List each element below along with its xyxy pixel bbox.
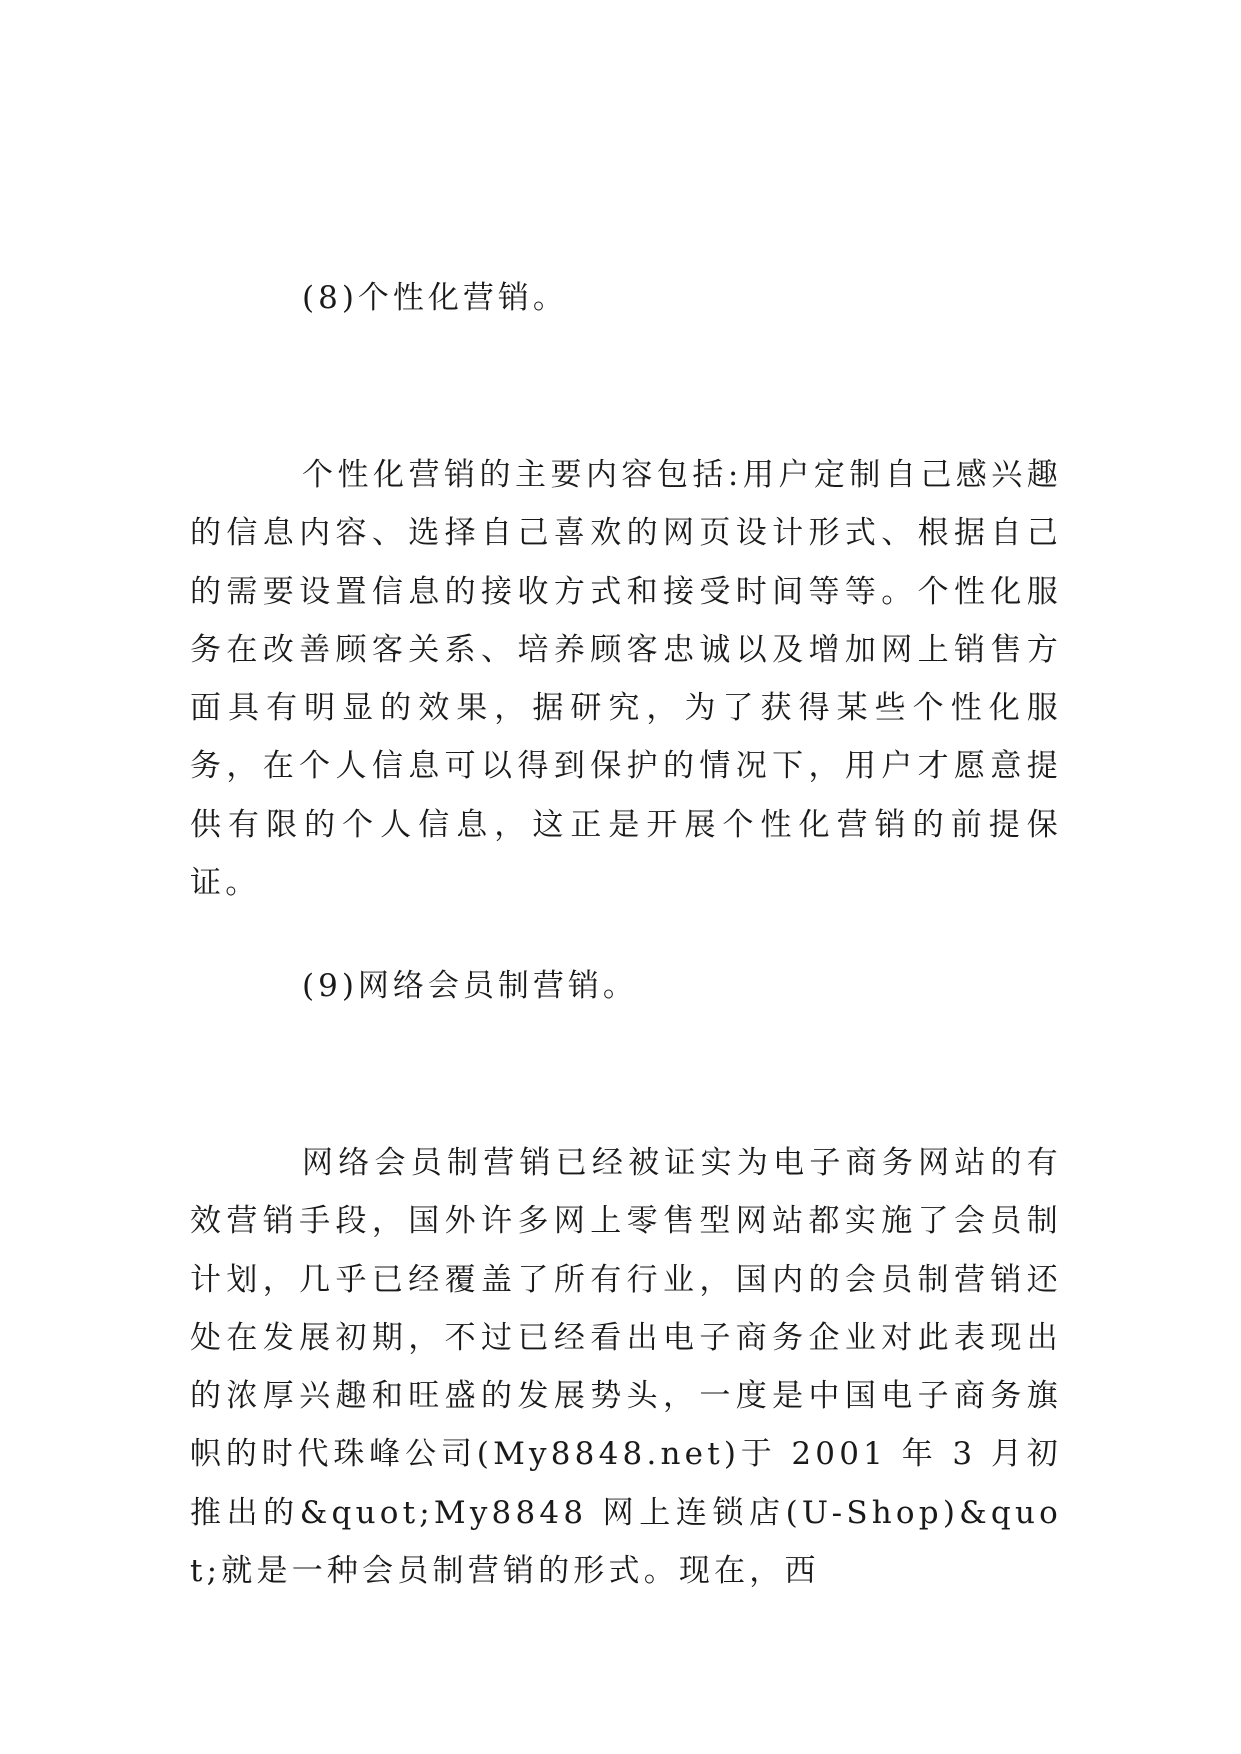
section-paragraph-9: 网络会员制营销已经被证实为电子商务网站的有效营销手段，国外许多网上零售型网站都实施了会员制计划，几乎已经覆盖了所有行业，国内的会员制营销还处在发展初期，不过已经看出电子商务企业对此表现出的浓厚兴趣和旺盛的发展势头，一度是中国电子商务旗帜的时代珠峰公司(My8848.net)于 2001 年 3 月初推出的&quot;My8848 网上连锁店(U-Shop)&quot;就是一种会员制营销的形式。现在，西 bbox=[190, 1145, 1062, 1590]
section-heading-9: (9)网络会员制营销。 bbox=[302, 968, 638, 1004]
section-paragraph-8: 个性化营销的主要内容包括:用户定制自己感兴趣的信息内容、选择自己喜欢的网页设计形式、根据自己的需要设置信息的接收方式和接受时间等等。个性化服务在改善顾客关系、培养顾客忠诚以及增加网上销售方面具有明显的效果，据研究，为了获得某些个性化服务，在个人信息可以得到保护的情况下，用户才愿意提供有限的个人信息，这正是开展个性化营销的前提保证。 bbox=[190, 457, 1062, 902]
section-heading-8: (8)个性化营销。 bbox=[302, 280, 568, 316]
